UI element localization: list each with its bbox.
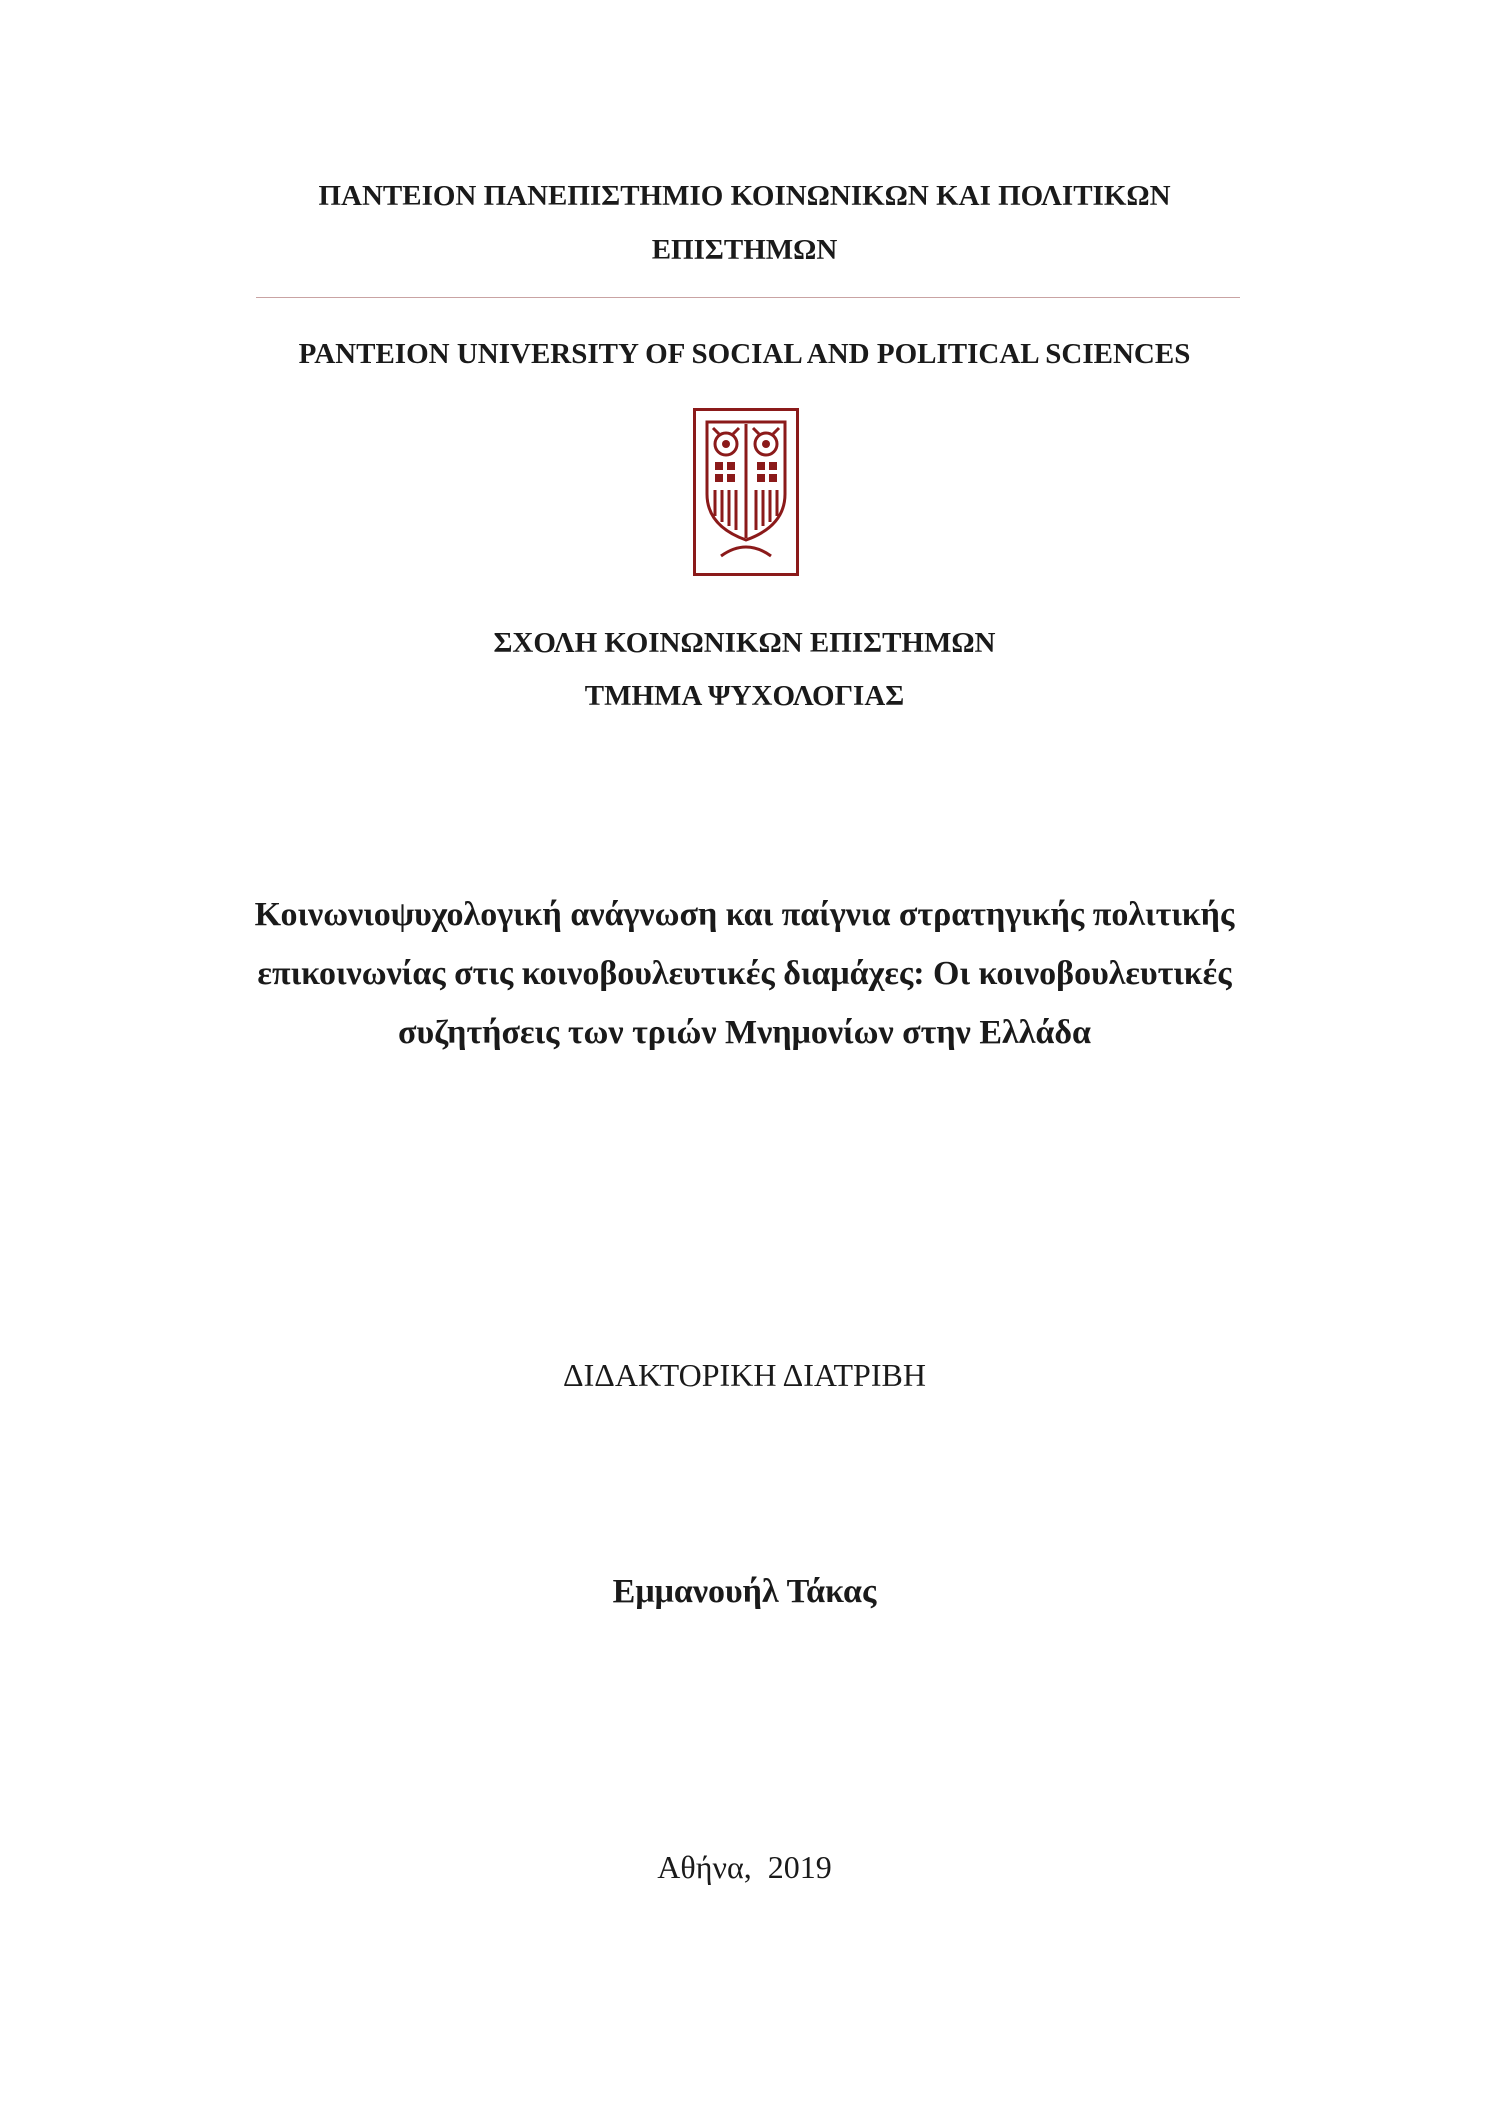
university-crest-icon	[693, 408, 799, 576]
university-name-english: PANTEION UNIVERSITY OF SOCIAL AND POLITICAL SCIENCES	[298, 338, 1191, 370]
thesis-title-line: επικοινωνίας στις κοινοβουλευτικές διαμάχες: Οι κοινοβουλευτικές	[257, 955, 1232, 992]
school-name: ΣΧΟΛΗ ΚΟΙΝΩΝΙΚΩΝ ΕΠΙΣΤΗΜΩΝ	[493, 627, 996, 659]
place-and-date: Αθήνα, 2019	[657, 1849, 832, 1885]
department-name: ΤΜΗΜΑ ΨΥΧΟΛΟΓΙΑΣ	[584, 680, 905, 712]
thesis-type: ΔΙΔΑΚΤΟΡΙΚΗ ΔΙΑΤΡΙΒΗ	[563, 1357, 926, 1393]
university-name-greek-line1: ΠΑΝΤΕΙΟΝ ΠΑΝΕΠΙΣΤΗΜΙΟ ΚΟΙΝΩΝΙΚΩΝ ΚΑΙ ΠΟΛΙΤΙΚΩΝ	[318, 180, 1171, 212]
thesis-title-line: Κοινωνιοψυχολογική ανάγνωση και παίγνια στρατηγικής πολιτικής	[254, 896, 1235, 933]
header-divider	[256, 297, 1240, 298]
thesis-title-line: συζητήσεις των τριών Μνημονίων στην Ελλάδα	[397, 1014, 1092, 1051]
author-name: Εμμανουήλ Τάκας	[612, 1573, 877, 1610]
university-name-greek-line2: ΕΠΙΣΤΗΜΩΝ	[651, 234, 838, 266]
